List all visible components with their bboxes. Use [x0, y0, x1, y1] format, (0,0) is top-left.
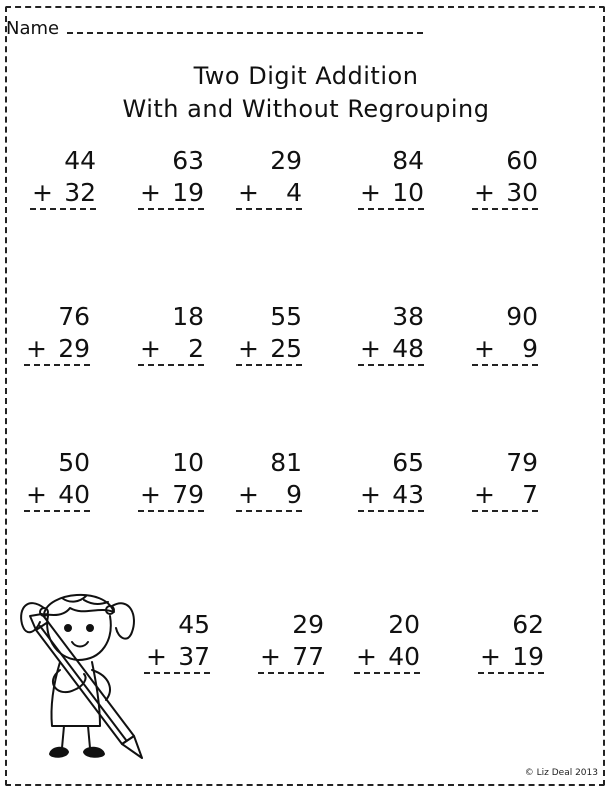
answer-line[interactable] [478, 672, 544, 674]
answer-line[interactable] [258, 672, 324, 674]
girl-with-pencil-illustration [14, 586, 164, 766]
answer-line[interactable] [24, 364, 90, 366]
addition-problem [20, 302, 106, 364]
addition-problem [354, 146, 440, 208]
hair [44, 595, 114, 615]
face-outline [47, 616, 111, 660]
copyright-notice: © Liz Deal 2013 [524, 768, 598, 778]
bottom-addend: 77 [292, 642, 324, 671]
addition-problem [354, 302, 440, 364]
answer-line[interactable] [236, 364, 302, 366]
addition-problem [468, 448, 554, 510]
top-addend: 55 [270, 302, 302, 331]
plus-sign: + [238, 334, 259, 363]
addition-problem [134, 448, 220, 510]
name-input-line[interactable] [67, 16, 423, 34]
bottom-addend: 25 [270, 334, 302, 363]
top-addend: 60 [506, 146, 538, 175]
answer-line[interactable] [236, 510, 302, 512]
answer-line[interactable] [472, 208, 538, 210]
bottom-addend: 19 [172, 178, 204, 207]
worksheet-title: Two Digit Addition [193, 62, 419, 90]
top-addend: 44 [64, 146, 96, 175]
plus-sign: + [260, 642, 281, 671]
answer-line[interactable] [472, 510, 538, 512]
top-addend: 20 [388, 610, 420, 639]
answer-line[interactable] [138, 510, 204, 512]
plus-sign: + [32, 178, 53, 207]
bottom-addend: 37 [178, 642, 210, 671]
answer-line[interactable] [358, 364, 424, 366]
name-field-row [6, 16, 423, 40]
bottom-addend: 10 [392, 178, 424, 207]
plus-sign: + [26, 480, 47, 509]
plus-sign: + [360, 334, 381, 363]
plus-sign: + [474, 334, 495, 363]
plus-sign: + [140, 334, 161, 363]
top-addend: 10 [172, 448, 204, 477]
bottom-addend: 19 [512, 642, 544, 671]
addition-problem [232, 146, 318, 208]
top-addend: 29 [270, 146, 302, 175]
addition-problem [468, 302, 554, 364]
addition-problem [26, 146, 112, 208]
bottom-addend: 48 [392, 334, 424, 363]
answer-line[interactable] [358, 510, 424, 512]
top-addend: 90 [506, 302, 538, 331]
addition-problem [134, 146, 220, 208]
addition-problem [468, 146, 554, 208]
bottom-addend: 9 [286, 480, 302, 509]
addition-problem [350, 610, 436, 672]
bottom-addend: 9 [522, 334, 538, 363]
plus-sign: + [360, 480, 381, 509]
top-addend: 18 [172, 302, 204, 331]
bottom-addend: 4 [286, 178, 302, 207]
top-addend: 65 [392, 448, 424, 477]
plus-sign: + [238, 480, 259, 509]
smile [72, 642, 88, 647]
plus-sign: + [480, 642, 501, 671]
plus-sign: + [146, 642, 167, 671]
addition-problem [474, 610, 560, 672]
bottom-addend: 32 [64, 178, 96, 207]
answer-line[interactable] [24, 510, 90, 512]
top-addend: 84 [392, 146, 424, 175]
plus-sign: + [140, 480, 161, 509]
bottom-addend: 7 [522, 480, 538, 509]
addition-problem [354, 448, 440, 510]
top-addend: 81 [270, 448, 302, 477]
left-shoe [50, 748, 68, 757]
addition-problem [254, 610, 340, 672]
plus-sign: + [474, 178, 495, 207]
worksheet-subtitle: With and Without Regrouping [122, 95, 490, 123]
bottom-addend: 30 [506, 178, 538, 207]
left-eye [65, 625, 71, 631]
right-shoe [84, 748, 104, 757]
top-addend: 29 [292, 610, 324, 639]
bottom-addend: 79 [172, 480, 204, 509]
top-addend: 76 [58, 302, 90, 331]
plus-sign: + [360, 178, 381, 207]
plus-sign: + [474, 480, 495, 509]
right-pigtail [112, 603, 134, 638]
bottom-addend: 29 [58, 334, 90, 363]
right-eye [87, 625, 93, 631]
answer-line[interactable] [354, 672, 420, 674]
top-addend: 50 [58, 448, 90, 477]
answer-line[interactable] [472, 364, 538, 366]
plus-sign: + [238, 178, 259, 207]
addition-problem [134, 302, 220, 364]
top-addend: 63 [172, 146, 204, 175]
answer-line[interactable] [358, 208, 424, 210]
bottom-addend: 43 [392, 480, 424, 509]
answer-line[interactable] [138, 208, 204, 210]
plus-sign: + [356, 642, 377, 671]
bottom-addend: 40 [388, 642, 420, 671]
plus-sign: + [26, 334, 47, 363]
top-addend: 45 [178, 610, 210, 639]
legs [62, 726, 90, 748]
addition-problem [232, 448, 318, 510]
plus-sign: + [140, 178, 161, 207]
top-addend: 79 [506, 448, 538, 477]
top-addend: 38 [392, 302, 424, 331]
answer-line[interactable] [30, 208, 96, 210]
top-addend: 62 [512, 610, 544, 639]
name-label: Name [6, 18, 60, 39]
addition-problem [20, 448, 106, 510]
answer-line[interactable] [236, 208, 302, 210]
answer-line[interactable] [138, 364, 204, 366]
addition-problem [232, 302, 318, 364]
bottom-addend: 40 [58, 480, 90, 509]
bottom-addend: 2 [188, 334, 204, 363]
